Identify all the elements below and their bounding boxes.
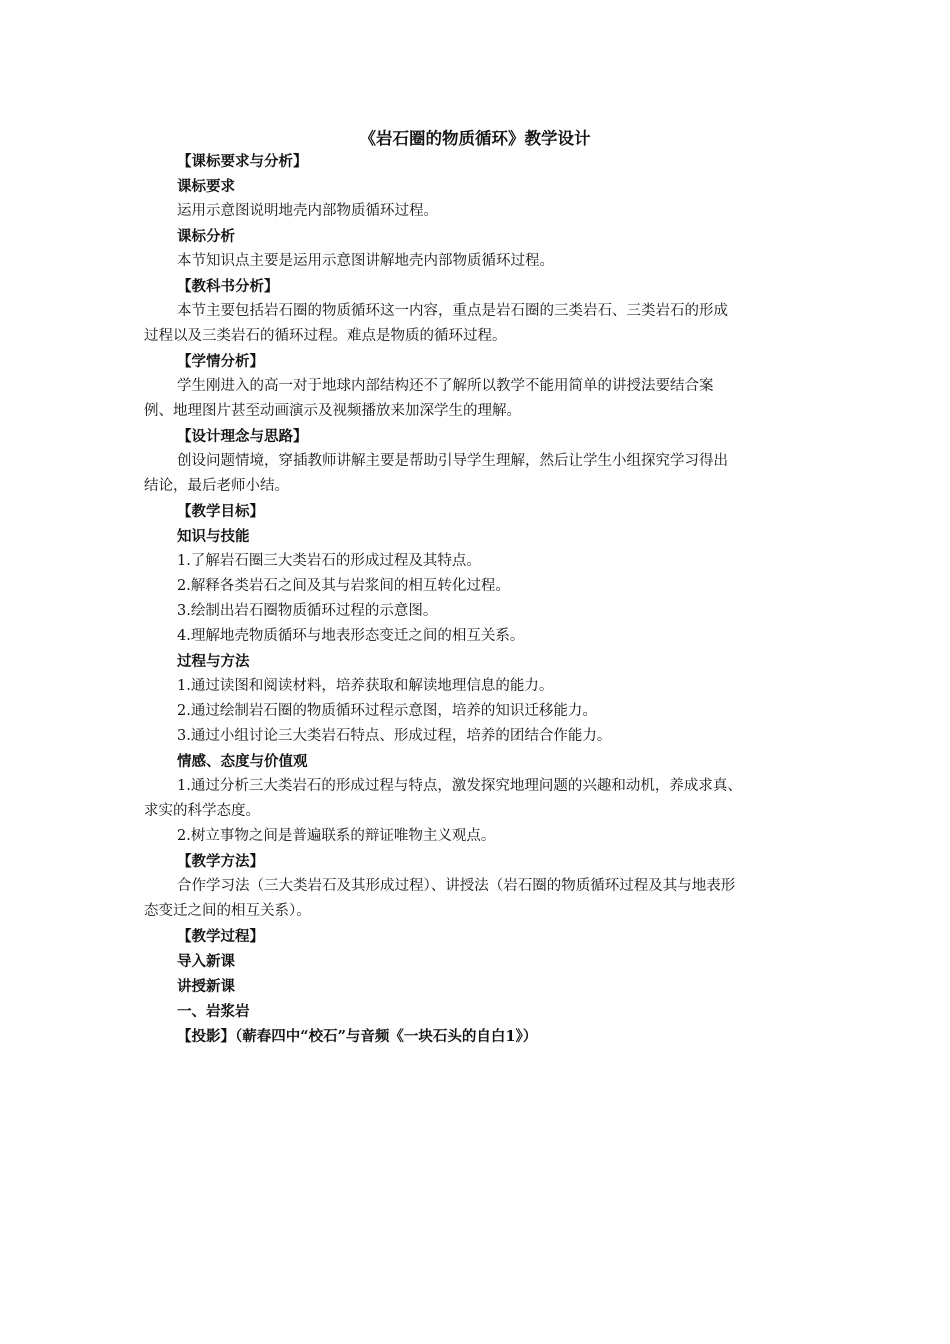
sub-jiangshou: 讲授新课 [177, 978, 235, 995]
para-sheji-2: 结论，最后老师小结。 [144, 478, 289, 494]
para-fangfa-2: 态变迁之间的相互关系）。 [144, 903, 311, 919]
h-jiaokeshu: 【教科书分析】 [177, 278, 279, 295]
para-xueqing-1: 学生刚进入的高一对于地球内部结构还不了解所以教学不能用简单的讲授法要结合案 [177, 378, 714, 394]
para-jiaokeshu-1: 本节主要包括岩石圈的物质循环这一内容，重点是岩石圈的三类岩石、三类岩石的形成 [177, 303, 728, 319]
item-guocheng-1: 1.通过读图和阅读材料，培养获取和解读地理信息的能力。 [177, 678, 554, 694]
sub-zhishi: 知识与技能 [177, 528, 250, 545]
para-jiaokeshu-2: 过程以及三类岩石的循环过程。难点是物质的循环过程。 [144, 328, 507, 344]
item-guocheng-2: 2.通过绘制岩石圈的物质循环过程示意图，培养的知识迁移能力。 [177, 703, 597, 719]
document-body [144, 149, 824, 1049]
sub-qinggan: 情感、态度与价值观 [177, 753, 308, 770]
para-sheji-1: 创设问题情境，穿插教师讲解主要是帮助引导学生理解，然后让学生小组探究学习得出 [177, 453, 728, 469]
para-kebiao-fenxi: 本节知识点主要是运用示意图讲解地壳内部物质循环过程。 [177, 253, 554, 269]
item-zhishi-1: 1.了解岩石圈三大类岩石的形成过程及其特点。 [177, 553, 481, 569]
item-zhishi-2: 2.解释各类岩石之间及其与岩浆间的相互转化过程。 [177, 578, 510, 594]
h-mubiao: 【教学目标】 [177, 503, 264, 520]
sub-kebiao-fenxi: 课标分析 [177, 228, 235, 245]
sub-kebiao-yaoqiu: 课标要求 [177, 178, 235, 195]
h-sheji: 【设计理念与思路】 [177, 428, 308, 445]
item-guocheng-3: 3.通过小组讨论三大类岩石特点、形成过程，培养的团结合作能力。 [177, 728, 612, 744]
sub-yanjiangyan: 一、岩浆岩 [177, 1003, 250, 1020]
item-qinggan-1a: 1.通过分析三大类岩石的形成过程与特点，激发探究地理问题的兴趣和动机，养成求真、 [177, 778, 742, 794]
h-xueqing: 【学情分析】 [177, 353, 264, 370]
h-kebiao: 【课标要求与分析】 [177, 153, 308, 170]
h-guocheng: 【教学过程】 [177, 928, 264, 945]
item-qinggan-2: 2.树立事物之间是普遍联系的辩证唯物主义观点。 [177, 828, 496, 844]
para-touying: 【投影】（蕲春四中“校石”与音频《一块石头的自白1》） [177, 1028, 538, 1045]
item-qinggan-1b: 求实的科学态度。 [144, 803, 260, 819]
sub-guocheng: 过程与方法 [177, 653, 250, 670]
item-zhishi-3: 3.绘制出岩石圈物质循环过程的示意图。 [177, 603, 438, 619]
h-fangfa: 【教学方法】 [177, 853, 264, 870]
sub-daoru: 导入新课 [177, 953, 235, 970]
para-kebiao-yaoqiu: 运用示意图说明地壳内部物质循环过程。 [177, 203, 438, 219]
para-fangfa-1: 合作学习法（三大类岩石及其形成过程）、讲授法（岩石圈的物质循环过程及其与地表形 [177, 878, 736, 894]
item-zhishi-4: 4.理解地壳物质循环与地表形态变迁之间的相互关系。 [177, 628, 525, 644]
document-title: 《岩石圈的物质循环》教学设计 [359, 129, 591, 148]
para-xueqing-2: 例、地理图片甚至动画演示及视频播放来加深学生的理解。 [144, 403, 521, 419]
